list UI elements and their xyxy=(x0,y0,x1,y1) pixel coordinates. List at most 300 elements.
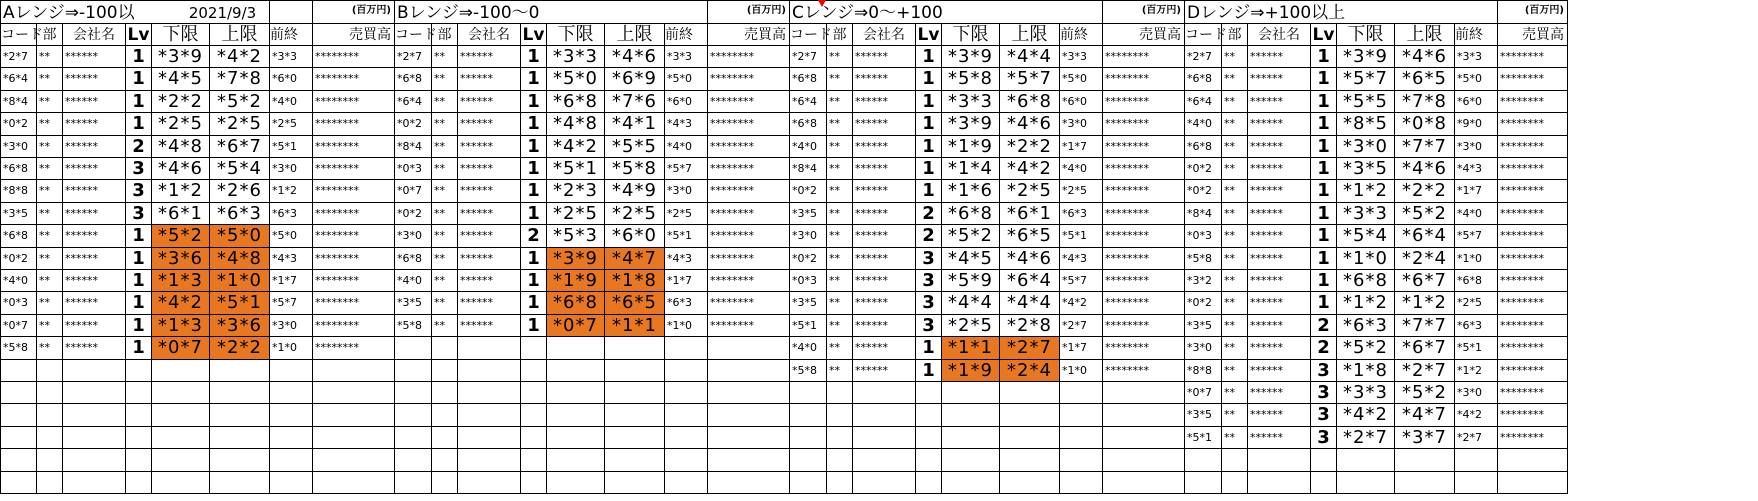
cell-lower[interactable]: *2*2 xyxy=(152,91,210,113)
cell-company[interactable]: ****** xyxy=(63,46,126,68)
cell-company[interactable]: ****** xyxy=(1248,225,1311,247)
cell-upper[interactable]: *4*4 xyxy=(1000,46,1060,68)
cell-upper[interactable]: *5*2 xyxy=(1395,203,1455,225)
cell-code[interactable]: *0*2 xyxy=(0,113,37,135)
cell-code[interactable]: *4*0 xyxy=(790,337,827,359)
cell-upper[interactable]: *2*5 xyxy=(1000,180,1060,202)
cell-section[interactable]: ** xyxy=(827,158,853,180)
cell-upper[interactable]: *2*6 xyxy=(210,180,270,202)
cell-lower[interactable]: *3*3 xyxy=(942,91,1000,113)
cell-prev[interactable]: *2*7 xyxy=(1060,315,1103,337)
cell-company[interactable]: ****** xyxy=(853,292,916,314)
cell-sales[interactable]: ******** xyxy=(1103,180,1185,202)
cell-company[interactable]: ****** xyxy=(458,292,521,314)
cell-lower[interactable]: *6*1 xyxy=(152,203,210,225)
cell-upper[interactable]: *6*7 xyxy=(1395,270,1455,292)
cell-sales[interactable]: ******** xyxy=(1103,315,1185,337)
cell-lv[interactable]: 1 xyxy=(521,180,547,202)
cell-company[interactable]: ****** xyxy=(853,270,916,292)
cell-upper[interactable]: *2*7 xyxy=(1000,337,1060,359)
cell-code[interactable]: *2*7 xyxy=(790,46,827,68)
cell-sales[interactable]: ******** xyxy=(708,113,790,135)
cell-code[interactable]: *6*4 xyxy=(790,91,827,113)
cell-prev[interactable]: *2*5 xyxy=(1455,292,1498,314)
cell-lower[interactable]: *1*3 xyxy=(152,315,210,337)
cell-prev[interactable]: *4*2 xyxy=(1455,404,1498,426)
cell-prev[interactable]: *5*1 xyxy=(1060,225,1103,247)
cell-sales[interactable]: ******** xyxy=(313,91,395,113)
cell-code[interactable]: *5*8 xyxy=(395,315,432,337)
cell-lower[interactable]: *1*2 xyxy=(1337,292,1395,314)
cell-prev[interactable]: *3*3 xyxy=(270,46,313,68)
cell-company[interactable]: ****** xyxy=(63,225,126,247)
cell-section[interactable]: ** xyxy=(432,270,458,292)
cell-company[interactable]: ****** xyxy=(853,46,916,68)
cell-section[interactable]: ** xyxy=(1222,292,1248,314)
cell-prev[interactable]: *2*7 xyxy=(1455,427,1498,449)
cell-lv[interactable]: 1 xyxy=(521,113,547,135)
cell-code[interactable]: *5*1 xyxy=(1185,427,1222,449)
cell-lv[interactable]: 1 xyxy=(521,270,547,292)
cell-sales[interactable]: ******** xyxy=(708,248,790,270)
cell-code[interactable]: *5*1 xyxy=(790,315,827,337)
cell-section[interactable]: ** xyxy=(827,180,853,202)
cell-upper[interactable]: *5*7 xyxy=(1000,68,1060,90)
cell-prev[interactable]: *3*3 xyxy=(665,46,708,68)
cell-code[interactable]: *0*2 xyxy=(395,203,432,225)
cell-prev[interactable]: *6*0 xyxy=(1455,91,1498,113)
cell-upper[interactable]: *5*5 xyxy=(605,136,665,158)
cell-lv[interactable]: 1 xyxy=(126,248,152,270)
cell-prev[interactable]: *1*2 xyxy=(270,180,313,202)
cell-sales[interactable]: ******** xyxy=(313,248,395,270)
cell-lv[interactable]: 1 xyxy=(126,91,152,113)
cell-section[interactable]: ** xyxy=(827,337,853,359)
cell-company[interactable]: ****** xyxy=(458,248,521,270)
cell-sales[interactable]: ******** xyxy=(708,225,790,247)
cell-code[interactable]: *5*8 xyxy=(0,337,37,359)
cell-company[interactable]: ****** xyxy=(458,91,521,113)
cell-upper[interactable]: *6*9 xyxy=(605,68,665,90)
cell-company[interactable]: ****** xyxy=(1248,337,1311,359)
cell-lower[interactable]: *4*8 xyxy=(547,113,605,135)
cell-company[interactable]: ****** xyxy=(458,180,521,202)
cell-lv[interactable]: 1 xyxy=(126,68,152,90)
cell-company[interactable]: ****** xyxy=(63,180,126,202)
cell-lower[interactable]: *4*5 xyxy=(942,248,1000,270)
cell-company[interactable]: ****** xyxy=(853,203,916,225)
cell-upper[interactable]: *2*5 xyxy=(605,203,665,225)
cell-lv[interactable]: 1 xyxy=(1311,270,1337,292)
cell-upper[interactable]: *5*0 xyxy=(210,225,270,247)
cell-section[interactable]: ** xyxy=(1222,113,1248,135)
cell-upper[interactable]: *5*2 xyxy=(1395,382,1455,404)
cell-lower[interactable]: *3*5 xyxy=(1337,158,1395,180)
cell-prev[interactable]: *4*3 xyxy=(270,248,313,270)
cell-section[interactable]: ** xyxy=(37,180,63,202)
cell-lv[interactable]: 1 xyxy=(126,46,152,68)
cell-code[interactable]: *0*2 xyxy=(790,248,827,270)
cell-code[interactable]: *4*0 xyxy=(0,270,37,292)
cell-upper[interactable]: *4*1 xyxy=(605,113,665,135)
cell-lower[interactable]: *5*2 xyxy=(942,225,1000,247)
cell-prev[interactable]: *1*0 xyxy=(270,337,313,359)
cell-code[interactable]: *3*5 xyxy=(0,203,37,225)
cell-lv[interactable]: 1 xyxy=(916,136,942,158)
cell-lv[interactable]: 1 xyxy=(1311,158,1337,180)
cell-upper[interactable]: *2*2 xyxy=(210,337,270,359)
cell-sales[interactable]: ******** xyxy=(313,180,395,202)
cell-code[interactable]: *0*7 xyxy=(0,315,37,337)
cell-upper[interactable]: *1*2 xyxy=(1395,292,1455,314)
cell-lv[interactable]: 3 xyxy=(1311,360,1337,382)
cell-code[interactable]: *6*8 xyxy=(790,113,827,135)
cell-section[interactable]: ** xyxy=(1222,180,1248,202)
cell-prev[interactable]: *4*3 xyxy=(665,248,708,270)
cell-lv[interactable]: 2 xyxy=(916,203,942,225)
cell-upper[interactable]: *1*0 xyxy=(210,270,270,292)
cell-company[interactable]: ****** xyxy=(1248,113,1311,135)
cell-code[interactable]: *0*2 xyxy=(395,113,432,135)
cell-upper[interactable]: *6*5 xyxy=(1395,68,1455,90)
cell-section[interactable]: ** xyxy=(1222,91,1248,113)
cell-prev[interactable]: *3*0 xyxy=(1455,136,1498,158)
cell-lower[interactable]: *3*9 xyxy=(547,248,605,270)
cell-code[interactable]: *3*0 xyxy=(790,225,827,247)
cell-sales[interactable]: ******** xyxy=(708,292,790,314)
cell-lower[interactable]: *5*7 xyxy=(1337,68,1395,90)
cell-company[interactable]: ****** xyxy=(63,158,126,180)
cell-code[interactable]: *2*7 xyxy=(395,46,432,68)
cell-section[interactable]: ** xyxy=(1222,68,1248,90)
cell-upper[interactable]: *4*6 xyxy=(1395,46,1455,68)
cell-lower[interactable]: *4*2 xyxy=(152,292,210,314)
cell-sales[interactable]: ******** xyxy=(1103,158,1185,180)
cell-sales[interactable]: ******** xyxy=(1103,270,1185,292)
cell-code[interactable]: *3*0 xyxy=(1185,337,1222,359)
cell-code[interactable]: *4*0 xyxy=(395,270,432,292)
cell-lv[interactable]: 1 xyxy=(1311,203,1337,225)
cell-lower[interactable]: *6*8 xyxy=(1337,270,1395,292)
cell-prev[interactable]: *6*3 xyxy=(270,203,313,225)
cell-lv[interactable]: 1 xyxy=(1311,180,1337,202)
cell-section[interactable]: ** xyxy=(827,113,853,135)
cell-lower[interactable]: *5*9 xyxy=(942,270,1000,292)
cell-sales[interactable]: ******** xyxy=(708,315,790,337)
cell-lower[interactable]: *1*9 xyxy=(942,360,1000,382)
cell-lower[interactable]: *4*4 xyxy=(942,292,1000,314)
cell-upper[interactable]: *2*8 xyxy=(1000,315,1060,337)
cell-lower[interactable]: *2*3 xyxy=(547,180,605,202)
cell-section[interactable]: ** xyxy=(1222,225,1248,247)
cell-lower[interactable]: *5*2 xyxy=(1337,337,1395,359)
cell-code[interactable]: *0*3 xyxy=(395,158,432,180)
cell-lower[interactable]: *2*5 xyxy=(152,113,210,135)
cell-section[interactable]: ** xyxy=(1222,360,1248,382)
cell-lv[interactable]: 1 xyxy=(916,46,942,68)
cell-upper[interactable]: *6*5 xyxy=(1000,225,1060,247)
cell-sales[interactable]: ******** xyxy=(1498,337,1568,359)
cell-section[interactable]: ** xyxy=(37,315,63,337)
cell-lower[interactable]: *1*2 xyxy=(1337,180,1395,202)
cell-sales[interactable]: ******** xyxy=(708,136,790,158)
cell-section[interactable]: ** xyxy=(432,113,458,135)
cell-lower[interactable]: *5*0 xyxy=(547,68,605,90)
cell-lower[interactable]: *4*2 xyxy=(1337,404,1395,426)
cell-section[interactable]: ** xyxy=(827,136,853,158)
cell-code[interactable]: *6*4 xyxy=(1185,91,1222,113)
cell-sales[interactable]: ******** xyxy=(313,315,395,337)
cell-lv[interactable]: 1 xyxy=(916,337,942,359)
cell-sales[interactable]: ******** xyxy=(708,270,790,292)
cell-lower[interactable]: *6*8 xyxy=(942,203,1000,225)
cell-company[interactable]: ****** xyxy=(458,113,521,135)
cell-sales[interactable]: ******** xyxy=(313,225,395,247)
cell-prev[interactable]: *5*0 xyxy=(1455,68,1498,90)
cell-section[interactable]: ** xyxy=(827,203,853,225)
cell-sales[interactable]: ******** xyxy=(1103,46,1185,68)
cell-upper[interactable]: *4*6 xyxy=(605,46,665,68)
cell-company[interactable]: ****** xyxy=(1248,180,1311,202)
cell-section[interactable]: ** xyxy=(37,203,63,225)
cell-lv[interactable]: 3 xyxy=(1311,404,1337,426)
cell-prev[interactable]: *6*3 xyxy=(1455,315,1498,337)
cell-section[interactable]: ** xyxy=(37,270,63,292)
cell-company[interactable]: ****** xyxy=(853,68,916,90)
cell-sales[interactable]: ******** xyxy=(1103,136,1185,158)
cell-section[interactable]: ** xyxy=(827,248,853,270)
cell-lv[interactable]: 2 xyxy=(1311,337,1337,359)
cell-upper[interactable]: *4*2 xyxy=(1000,158,1060,180)
cell-upper[interactable]: *1*8 xyxy=(605,270,665,292)
cell-lower[interactable]: *1*2 xyxy=(152,180,210,202)
cell-lv[interactable]: 1 xyxy=(521,292,547,314)
cell-section[interactable]: ** xyxy=(827,360,853,382)
cell-sales[interactable]: ******** xyxy=(708,203,790,225)
cell-code[interactable]: *3*5 xyxy=(790,203,827,225)
cell-sales[interactable]: ******** xyxy=(1103,248,1185,270)
cell-upper[interactable]: *2*2 xyxy=(1000,136,1060,158)
cell-upper[interactable]: *2*7 xyxy=(1395,360,1455,382)
cell-upper[interactable]: *6*5 xyxy=(605,292,665,314)
cell-prev[interactable]: *3*0 xyxy=(665,180,708,202)
cell-sales[interactable]: ******** xyxy=(1103,225,1185,247)
cell-company[interactable]: ****** xyxy=(853,136,916,158)
cell-upper[interactable]: *2*4 xyxy=(1000,360,1060,382)
cell-section[interactable]: ** xyxy=(432,180,458,202)
cell-company[interactable]: ****** xyxy=(853,315,916,337)
cell-upper[interactable]: *3*6 xyxy=(210,315,270,337)
cell-sales[interactable]: ******** xyxy=(313,68,395,90)
cell-lv[interactable]: 3 xyxy=(916,270,942,292)
cell-code[interactable]: *3*2 xyxy=(1185,270,1222,292)
cell-lv[interactable]: 1 xyxy=(126,270,152,292)
cell-sales[interactable]: ******** xyxy=(1498,404,1568,426)
cell-lower[interactable]: *5*5 xyxy=(1337,91,1395,113)
cell-sales[interactable]: ******** xyxy=(313,337,395,359)
cell-sales[interactable]: ******** xyxy=(1498,315,1568,337)
cell-lv[interactable]: 1 xyxy=(126,292,152,314)
cell-section[interactable]: ** xyxy=(1222,337,1248,359)
cell-prev[interactable]: *2*5 xyxy=(665,203,708,225)
cell-company[interactable]: ****** xyxy=(458,203,521,225)
cell-section[interactable]: ** xyxy=(1222,248,1248,270)
cell-upper[interactable]: *7*8 xyxy=(1395,91,1455,113)
cell-prev[interactable]: *6*0 xyxy=(665,91,708,113)
cell-prev[interactable]: *3*3 xyxy=(1455,46,1498,68)
cell-lv[interactable]: 2 xyxy=(126,136,152,158)
cell-sales[interactable]: ******** xyxy=(1498,248,1568,270)
cell-sales[interactable]: ******** xyxy=(1498,203,1568,225)
cell-upper[interactable]: *5*1 xyxy=(210,292,270,314)
cell-prev[interactable]: *6*0 xyxy=(1060,91,1103,113)
cell-prev[interactable]: *5*0 xyxy=(270,225,313,247)
cell-lower[interactable]: *5*2 xyxy=(152,225,210,247)
cell-upper[interactable]: *4*9 xyxy=(605,180,665,202)
cell-sales[interactable]: ******** xyxy=(1498,180,1568,202)
cell-lv[interactable]: 1 xyxy=(1311,46,1337,68)
cell-upper[interactable]: *4*8 xyxy=(210,248,270,270)
cell-lower[interactable]: *3*9 xyxy=(942,113,1000,135)
cell-upper[interactable]: *3*7 xyxy=(1395,427,1455,449)
cell-company[interactable]: ****** xyxy=(1248,158,1311,180)
cell-section[interactable]: ** xyxy=(1222,315,1248,337)
cell-lower[interactable]: *4*2 xyxy=(547,136,605,158)
cell-upper[interactable]: *7*8 xyxy=(210,68,270,90)
cell-upper[interactable]: *6*4 xyxy=(1395,225,1455,247)
cell-company[interactable]: ****** xyxy=(63,113,126,135)
cell-lower[interactable]: *5*8 xyxy=(942,68,1000,90)
cell-lower[interactable]: *1*8 xyxy=(1337,360,1395,382)
cell-lower[interactable]: *4*8 xyxy=(152,136,210,158)
cell-section[interactable]: ** xyxy=(1222,270,1248,292)
cell-upper[interactable]: *6*7 xyxy=(1395,337,1455,359)
cell-upper[interactable]: *4*6 xyxy=(1000,113,1060,135)
cell-upper[interactable]: *4*2 xyxy=(210,46,270,68)
cell-code[interactable]: *0*7 xyxy=(1185,382,1222,404)
cell-company[interactable]: ****** xyxy=(1248,292,1311,314)
cell-upper[interactable]: *7*6 xyxy=(605,91,665,113)
cell-lower[interactable]: *3*3 xyxy=(547,46,605,68)
cell-sales[interactable]: ******** xyxy=(313,158,395,180)
cell-sales[interactable]: ******** xyxy=(313,136,395,158)
cell-company[interactable]: ****** xyxy=(63,203,126,225)
cell-lv[interactable]: 1 xyxy=(521,158,547,180)
cell-lv[interactable]: 1 xyxy=(521,203,547,225)
cell-prev[interactable]: *5*1 xyxy=(270,136,313,158)
cell-company[interactable]: ****** xyxy=(63,68,126,90)
cell-section[interactable]: ** xyxy=(827,91,853,113)
cell-company[interactable]: ****** xyxy=(1248,136,1311,158)
cell-lower[interactable]: *6*3 xyxy=(1337,315,1395,337)
cell-lv[interactable]: 1 xyxy=(916,360,942,382)
cell-code[interactable]: *0*3 xyxy=(0,292,37,314)
cell-code[interactable]: *6*4 xyxy=(0,68,37,90)
cell-lv[interactable]: 3 xyxy=(126,180,152,202)
cell-sales[interactable]: ******** xyxy=(1103,203,1185,225)
cell-section[interactable]: ** xyxy=(37,91,63,113)
cell-company[interactable]: ****** xyxy=(853,337,916,359)
cell-prev[interactable]: *5*1 xyxy=(665,225,708,247)
cell-sales[interactable]: ******** xyxy=(1498,46,1568,68)
cell-company[interactable]: ****** xyxy=(1248,91,1311,113)
cell-lv[interactable]: 1 xyxy=(126,315,152,337)
cell-company[interactable]: ****** xyxy=(853,360,916,382)
cell-section[interactable]: ** xyxy=(37,136,63,158)
cell-lower[interactable]: *2*5 xyxy=(942,315,1000,337)
cell-sales[interactable]: ******** xyxy=(708,68,790,90)
cell-lower[interactable]: *1*9 xyxy=(942,136,1000,158)
cell-company[interactable]: ****** xyxy=(458,46,521,68)
cell-sales[interactable]: ******** xyxy=(1498,68,1568,90)
cell-sales[interactable]: ******** xyxy=(1103,360,1185,382)
cell-company[interactable]: ****** xyxy=(458,136,521,158)
cell-lv[interactable]: 1 xyxy=(521,91,547,113)
cell-section[interactable]: ** xyxy=(827,46,853,68)
cell-prev[interactable]: *1*7 xyxy=(665,270,708,292)
cell-prev[interactable]: *4*0 xyxy=(665,136,708,158)
cell-sales[interactable]: ******** xyxy=(1498,136,1568,158)
cell-code[interactable]: *6*8 xyxy=(0,225,37,247)
cell-section[interactable]: ** xyxy=(827,315,853,337)
cell-section[interactable]: ** xyxy=(432,46,458,68)
cell-lower[interactable]: *4*6 xyxy=(152,158,210,180)
cell-lower[interactable]: *1*3 xyxy=(152,270,210,292)
cell-sales[interactable]: ******** xyxy=(708,46,790,68)
cell-prev[interactable]: *5*7 xyxy=(1060,270,1103,292)
cell-lv[interactable]: 3 xyxy=(916,292,942,314)
cell-prev[interactable]: *3*0 xyxy=(270,158,313,180)
cell-section[interactable]: ** xyxy=(432,91,458,113)
cell-sales[interactable]: ******** xyxy=(1103,337,1185,359)
cell-code[interactable]: *6*8 xyxy=(395,68,432,90)
cell-prev[interactable]: *4*3 xyxy=(665,113,708,135)
cell-prev[interactable]: *1*7 xyxy=(270,270,313,292)
cell-prev[interactable]: *1*2 xyxy=(1455,360,1498,382)
cell-prev[interactable]: *1*0 xyxy=(665,315,708,337)
cell-upper[interactable]: *5*4 xyxy=(210,158,270,180)
cell-lv[interactable]: 1 xyxy=(521,68,547,90)
cell-code[interactable]: *0*2 xyxy=(1185,292,1222,314)
cell-section[interactable]: ** xyxy=(37,292,63,314)
cell-upper[interactable]: *7*7 xyxy=(1395,136,1455,158)
cell-company[interactable]: ****** xyxy=(63,270,126,292)
cell-prev[interactable]: *5*0 xyxy=(665,68,708,90)
cell-lv[interactable]: 3 xyxy=(916,248,942,270)
cell-upper[interactable]: *4*6 xyxy=(1000,248,1060,270)
cell-section[interactable]: ** xyxy=(432,158,458,180)
cell-lv[interactable]: 1 xyxy=(1311,225,1337,247)
cell-sales[interactable]: ******** xyxy=(1103,113,1185,135)
cell-code[interactable]: *3*5 xyxy=(1185,315,1222,337)
cell-lower[interactable]: *1*9 xyxy=(547,270,605,292)
cell-prev[interactable]: *9*0 xyxy=(1455,113,1498,135)
cell-lv[interactable]: 1 xyxy=(1311,91,1337,113)
cell-lower[interactable]: *1*6 xyxy=(942,180,1000,202)
cell-company[interactable]: ****** xyxy=(458,158,521,180)
cell-company[interactable]: ****** xyxy=(458,68,521,90)
cell-lower[interactable]: *1*1 xyxy=(942,337,1000,359)
cell-code[interactable]: *4*0 xyxy=(1185,113,1222,135)
cell-code[interactable]: *8*4 xyxy=(790,158,827,180)
cell-prev[interactable]: *1*7 xyxy=(1060,337,1103,359)
cell-company[interactable]: ****** xyxy=(1248,46,1311,68)
cell-lv[interactable]: 1 xyxy=(1311,292,1337,314)
cell-section[interactable]: ** xyxy=(37,113,63,135)
cell-prev[interactable]: *6*8 xyxy=(1455,270,1498,292)
cell-lower[interactable]: *2*5 xyxy=(547,203,605,225)
cell-prev[interactable]: *1*7 xyxy=(1455,180,1498,202)
